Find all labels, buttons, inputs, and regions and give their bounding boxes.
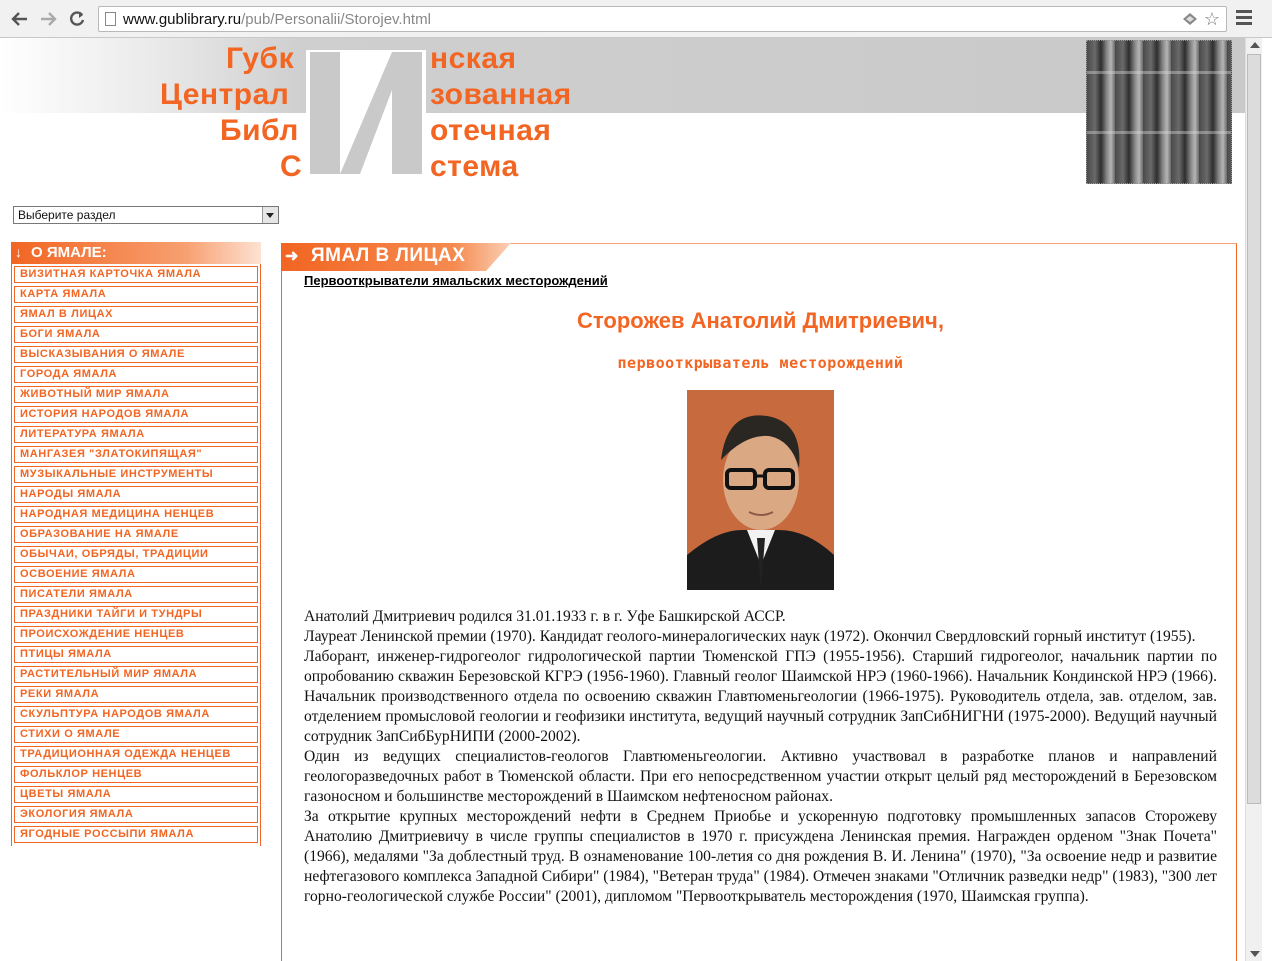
back-arrow-icon[interactable]: [9, 8, 31, 30]
sidebar-item[interactable]: ЛИТЕРАТУРА ЯМАЛА: [14, 426, 258, 443]
browser-toolbar: [0, 0, 1272, 38]
logo-line-1-right: нская: [430, 42, 517, 75]
sidebar-item[interactable]: ВЫСКАЗЫВАНИЯ О ЯМАЛЕ: [14, 346, 258, 363]
arrow-right-icon: ➜: [285, 248, 299, 265]
sidebar-header: ↓ О ЯМАЛЕ:: [11, 242, 261, 264]
bio-paragraph: Лауреат Ленинской премии (1970). Кандидат геолого-минералогических наук (1972). Окончил Свердловский горный институт (1955).: [304, 628, 1196, 645]
bio-paragraph: За открытие крупных месторождений нефти в Среднем Приобье и ускоренную подготовку промышленных запасов Сторожеву Анатолию Дмитриевичу в числе группы специалистов в 1970 г. присуждена Ленинская премия. Награжден орденом "Знак Почета" (1966), медалями "За доблестный труд. В ознаменование 100-летия со дня рождения В. И. Ленина" (1970), "За освоение недр и развитие нефтегазового комплекса Западной Сибири" (1984), "Ветеран труда" (1984). Отмечен знаками "Отличник разведки недр" (1983), "300 лет горно-геологической службе России" (2001), дипломом "Первооткрыватель месторождения (1970, Шаимская группа).: [304, 808, 1217, 905]
sidebar-item[interactable]: ПРАЗДНИКИ ТАЙГИ И ТУНДРЫ: [14, 606, 258, 623]
page-scrollbar[interactable]: [1245, 38, 1262, 961]
logo-line-2-right: зованная: [430, 78, 572, 111]
star-icon[interactable]: ☆: [1203, 9, 1220, 29]
portrait-photo: [687, 390, 834, 590]
scroll-thumb[interactable]: [1247, 54, 1261, 804]
bio-paragraph: Анатолий Дмитриевич родился 31.01.1933 г. в г. Уфе Башкирской АССР.: [304, 608, 786, 625]
sidebar-item[interactable]: ВИЗИТНАЯ КАРТОЧКА ЯМАЛА: [14, 266, 258, 283]
sidebar-item[interactable]: РАСТИТЕЛЬНЫЙ МИР ЯМАЛА: [14, 666, 258, 683]
sidebar-item[interactable]: ФОЛЬКЛОР НЕНЦЕВ: [14, 766, 258, 783]
reload-icon[interactable]: [66, 8, 88, 30]
sidebar-item[interactable]: ЖИВОТНЫЙ МИР ЯМАЛА: [14, 386, 258, 403]
books-image: [1086, 40, 1232, 184]
sidebar-item[interactable]: СТИХИ О ЯМАЛЕ: [14, 726, 258, 743]
section-select[interactable]: Выберите раздел: [13, 206, 279, 224]
sidebar-item[interactable]: ЭКОЛОГИЯ ЯМАЛА: [14, 806, 258, 823]
biography-text: [304, 607, 1217, 907]
logo-line-2-left: Централ: [160, 78, 290, 111]
logo-letter-i: [306, 50, 426, 176]
sidebar-item[interactable]: БОГИ ЯМАЛА: [14, 326, 258, 343]
sidebar-item[interactable]: МУЗЫКАЛЬНЫЕ ИНСТРУМЕНТЫ: [14, 466, 258, 483]
logo-line-4-right: стема: [430, 150, 519, 183]
sidebar-item[interactable]: ГОРОДА ЯМАЛА: [14, 366, 258, 383]
arrow-down-icon: ↓: [15, 244, 22, 260]
logo-line-3-left: Библ: [220, 114, 299, 147]
person-subtitle: первооткрыватель месторождений: [617, 354, 904, 372]
page-icon: [105, 12, 116, 26]
sidebar-item[interactable]: ЯГОДНЫЕ РОССЫПИ ЯМАЛА: [14, 826, 258, 843]
sidebar-item[interactable]: ПРОИСХОЖДЕНИЕ НЕНЦЕВ: [14, 626, 258, 643]
bio-paragraph: Один из ведущих специалистов-геологов Главтюменьгеологии. Активно участвовал в разработке планов и направлений геологоразведочных работ в Тюменской области. При его непосредственном участии открыт целый ряд месторождений в Березовском газоносном и большинстве месторождений в Шаимском нефтеносном районах.: [304, 748, 1217, 805]
sidebar-item[interactable]: МАНГАЗЕЯ "ЗЛАТОКИПЯЩАЯ": [14, 446, 258, 463]
sidebar-item[interactable]: ОБЫЧАИ, ОБРЯДЫ, ТРАДИЦИИ: [14, 546, 258, 563]
menu-icon[interactable]: [1236, 10, 1252, 26]
sidebar-item[interactable]: ПИСАТЕЛИ ЯМАЛА: [14, 586, 258, 603]
sidebar-item[interactable]: ТРАДИЦИОННАЯ ОДЕЖДА НЕНЦЕВ: [14, 746, 258, 763]
sidebar-item[interactable]: НАРОДНАЯ МЕДИЦИНА НЕНЦЕВ: [14, 506, 258, 523]
sidebar-item[interactable]: ЯМАЛ В ЛИЦАХ: [14, 306, 258, 323]
sidebar-menu: [14, 266, 258, 846]
logo-line-4-left: С: [280, 150, 303, 183]
breadcrumb-link[interactable]: Первооткрыватели ямальских месторождений: [304, 273, 608, 288]
url-text: www.gublibrary.ru/pub/Personalii/Storojev.html: [123, 11, 431, 28]
main-section-tab: ➜ ЯМАЛ В ЛИЦАХ: [281, 243, 511, 271]
forward-arrow-icon[interactable]: [37, 8, 59, 30]
extension-icon[interactable]: [1182, 12, 1198, 26]
sidebar-item[interactable]: СКУЛЬПТУРА НАРОДОВ ЯМАЛА: [14, 706, 258, 723]
logo-line-3-right: отечная: [430, 114, 552, 147]
bio-paragraph: Лаборант, инженер-гидрогеолог гидрологической партии Тюменской ГПЭ (1955-1956). Старший гидрогеолог, начальник партии по опробованию скважин Березовской КГРЭ (1956-1960). Главный геолог Шаимской НРЭ (1960-1966). Начальник Кондинской НРЭ (1966). Начальник производственного отдела по освоению скважин Главтюменьгеологии (1966-1975). Руководитель отдела, зав. отделом, зав. отделением промысловой геологии и геофизики института, ведущий научный сотрудник ЗапСибНИГНИ (1975-2000). Ведущий научный сотрудник ЗапСибБурНИПИ (2000-2002).: [304, 648, 1217, 745]
person-name: Сторожев Анатолий Дмитриевич,: [577, 308, 944, 333]
logo-line-1-left: Губк: [226, 42, 295, 75]
scroll-down-icon[interactable]: [1250, 951, 1260, 957]
sidebar-item[interactable]: КАРТА ЯМАЛА: [14, 286, 258, 303]
sidebar-item[interactable]: РЕКИ ЯМАЛА: [14, 686, 258, 703]
sidebar-item[interactable]: ИСТОРИЯ НАРОДОВ ЯМАЛА: [14, 406, 258, 423]
sidebar-item[interactable]: ЦВЕТЫ ЯМАЛА: [14, 786, 258, 803]
scroll-up-icon[interactable]: [1250, 42, 1260, 48]
sidebar-item[interactable]: ПТИЦЫ ЯМАЛА: [14, 646, 258, 663]
chevron-down-icon[interactable]: [262, 207, 278, 223]
address-bar[interactable]: [98, 6, 1227, 32]
sidebar-item[interactable]: ОСВОЕНИЕ ЯМАЛА: [14, 566, 258, 583]
sidebar-item[interactable]: ОБРАЗОВАНИЕ НА ЯМАЛЕ: [14, 526, 258, 543]
sidebar-item[interactable]: НАРОДЫ ЯМАЛА: [14, 486, 258, 503]
